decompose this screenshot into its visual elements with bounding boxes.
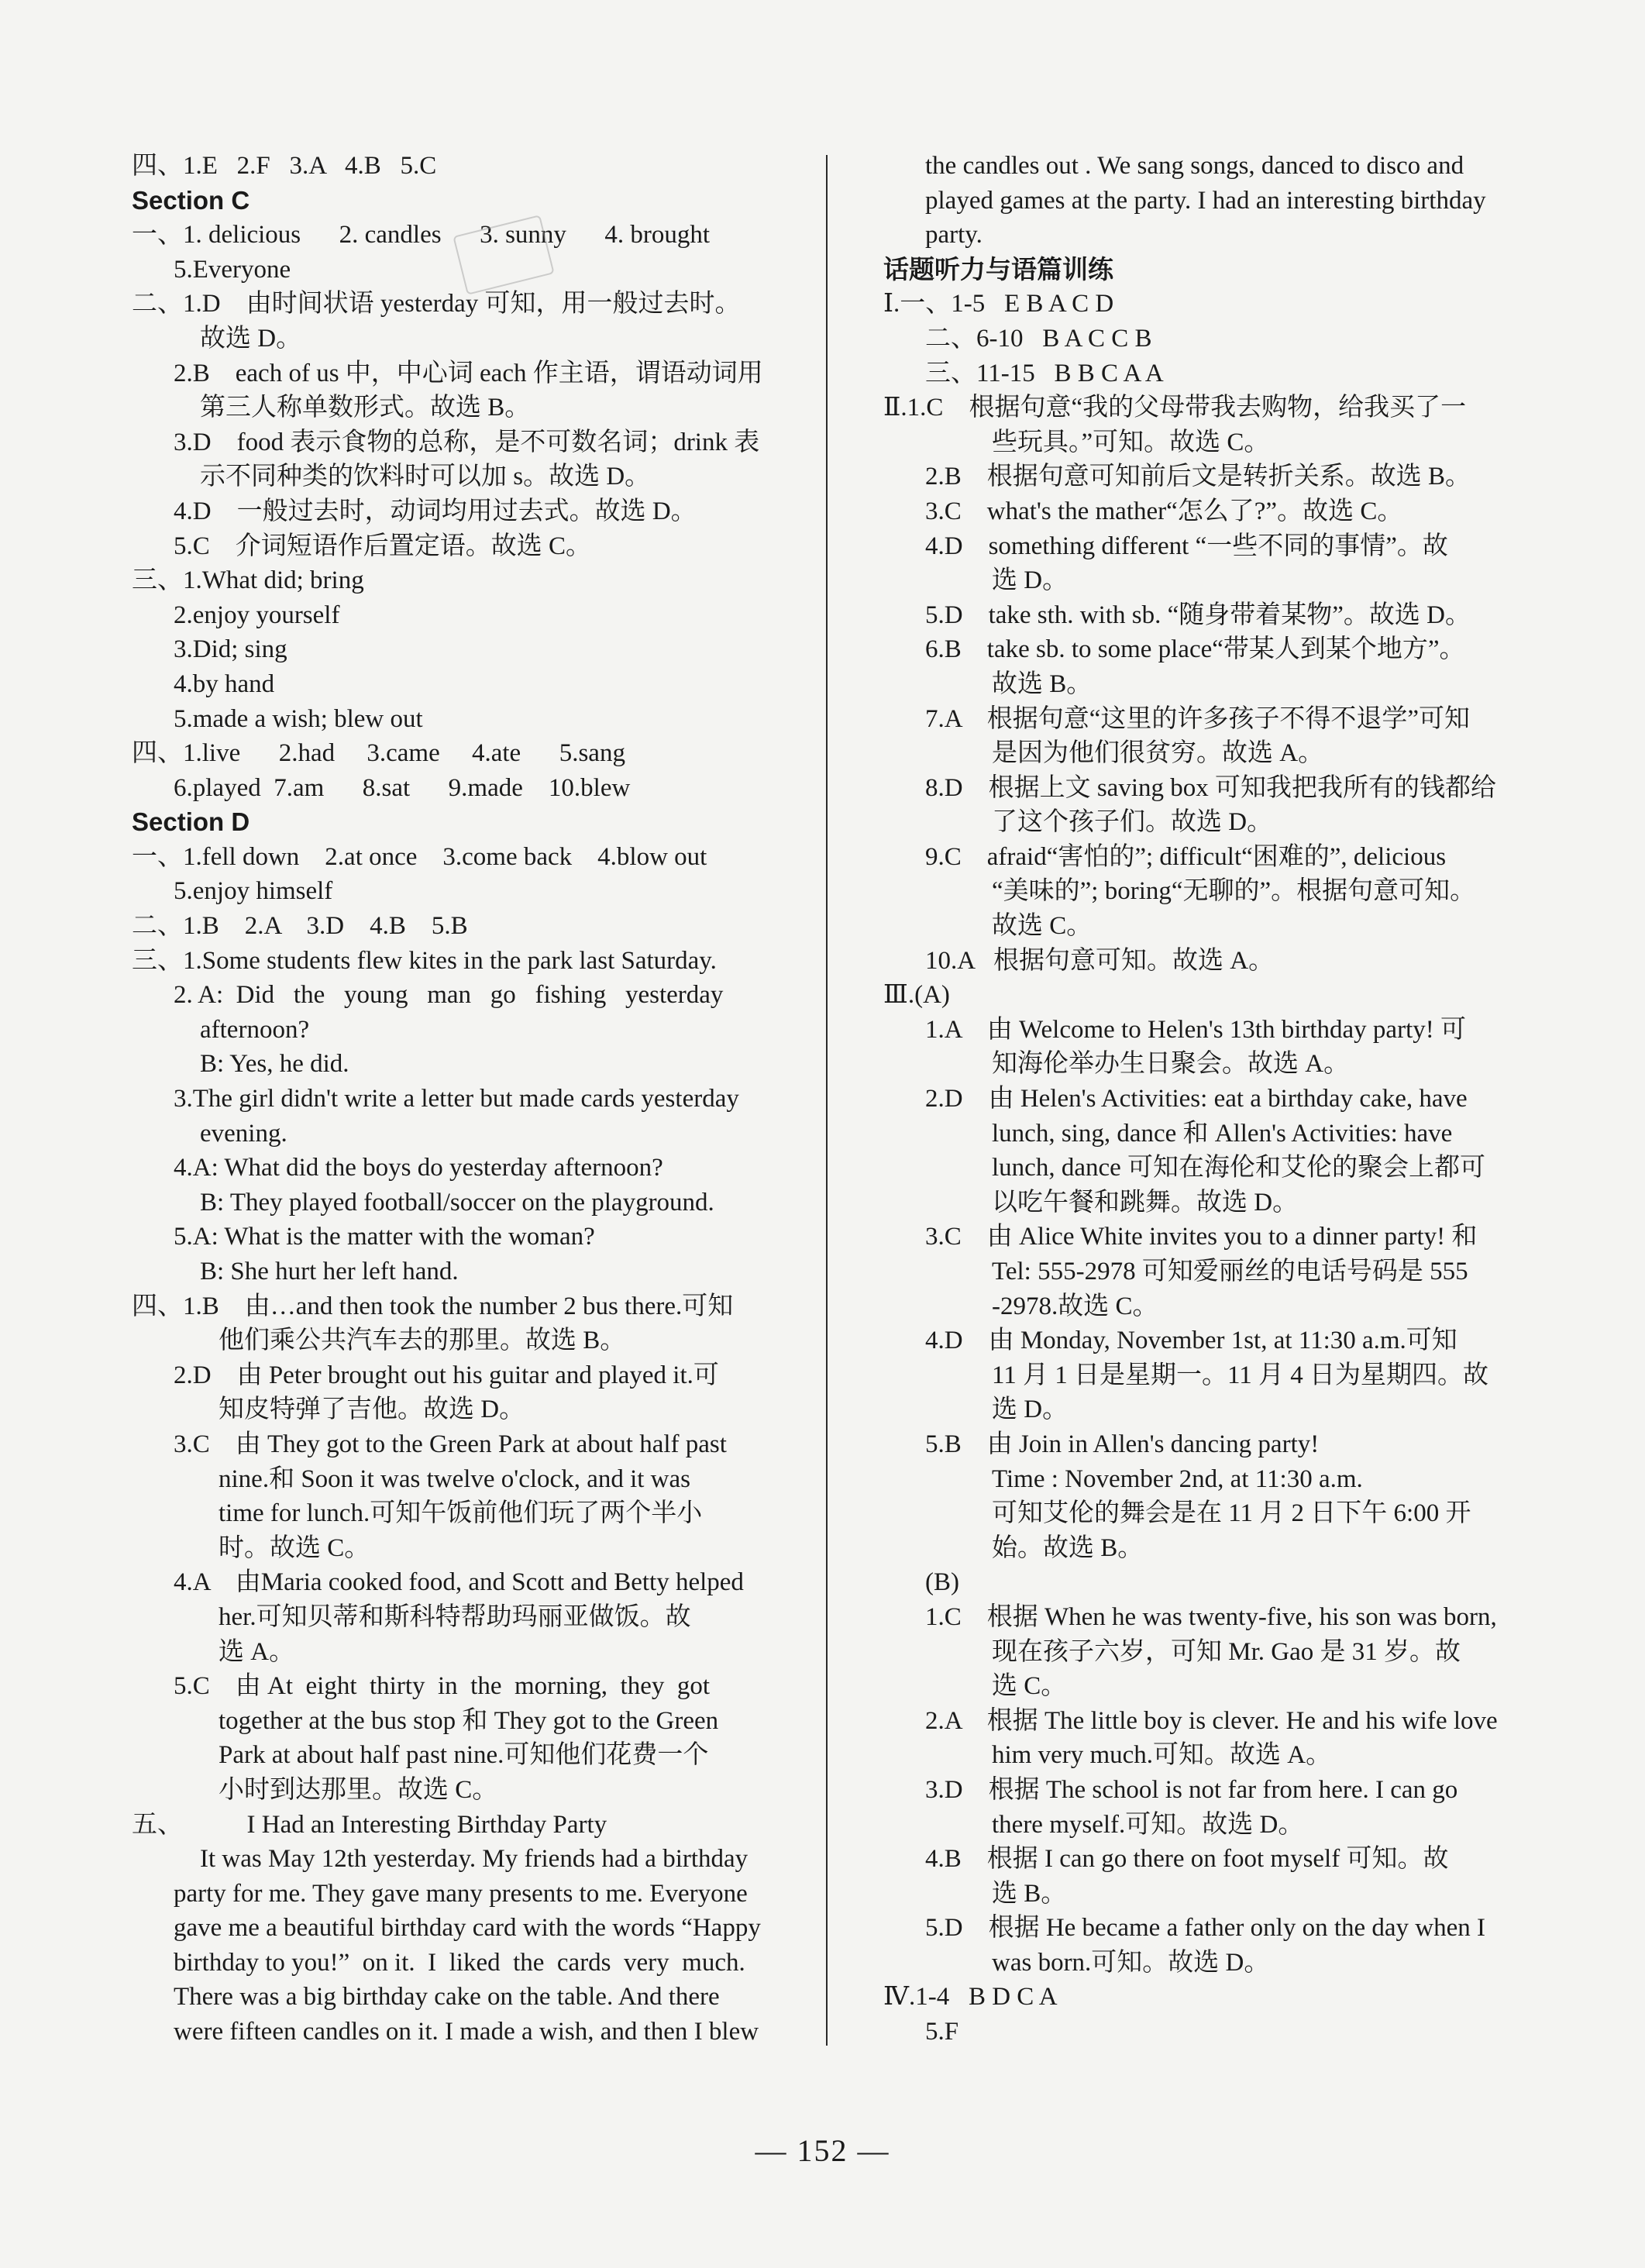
text-line: 5.C 由 At eight thirty in the morning, they got	[174, 1672, 711, 1701]
text-line: her.可知贝蒂和斯科特帮助玛丽亚做饭。故	[219, 1602, 691, 1631]
text-line: 三、11-15 B B C A A	[925, 359, 1164, 387]
text-line: 5.B 由 Join in Allen's dancing party!	[925, 1430, 1320, 1458]
text-line: 二、6-10 B A C C B	[925, 324, 1152, 353]
text-line: 4.D 由 Monday, November 1st, at 11:30 a.m.可知	[925, 1327, 1457, 1355]
text-line: 1.A 由 Welcome to Helen's 13th birthday party! 可	[925, 1015, 1466, 1044]
column-divider	[826, 155, 828, 2046]
text-line: 3.C what's the mather“怎么了?”。故选 C。	[925, 497, 1403, 525]
text-line: were fifteen candles on it. I made a wish, and then I blew	[174, 2018, 759, 2046]
text-line: “美味的”; boring“无聊的”。根据句意可知。	[992, 877, 1476, 906]
text-line: 2.A 根据 The little boy is clever. He and his wife love	[925, 1706, 1498, 1735]
text-line: 一、1. delicious 2. candles 3. sunny 4. brought	[132, 221, 711, 250]
text-line: 5.Everyone	[174, 255, 291, 284]
text-line: Ⅳ.1-4 B D C A	[883, 1983, 1058, 2012]
text-line: time for lunch.可知午饭前他们玩了两个半小	[219, 1499, 703, 1528]
text-line: 故选 B。	[992, 669, 1093, 698]
text-line: 2.B each of us 中，中心词 each 作主语，谓语动词用	[174, 359, 763, 387]
text-line: It was May 12th yesterday. My friends had a birthday	[200, 1845, 749, 1874]
text-line: 二、1.D 由时间状语 yesterday 可知，用一般过去时。	[132, 290, 741, 318]
text-line: afternoon?	[200, 1015, 310, 1044]
text-line: 四、1.live 2.had 3.came 4.ate 5.sang	[132, 739, 625, 768]
text-line: 选 C。	[992, 1672, 1067, 1701]
text-line: lunch, dance 可知在海伦和艾伦的聚会上都可	[992, 1154, 1486, 1182]
text-line: 四、1.E 2.F 3.A 4.B 5.C	[132, 152, 437, 180]
text-line: 始。故选 B。	[992, 1533, 1144, 1562]
text-line: Ⅱ.1.C 根据句意“我的父母带我去购物，给我买了一	[883, 394, 1467, 422]
text-line: 3.C 由 They got to the Green Park at about half past	[174, 1430, 727, 1458]
text-line: 3.D 根据 The school is not far from here. I can go	[925, 1775, 1458, 1804]
text-line: 8.D 根据上文 saving box 可知我把我所有的钱都给	[925, 773, 1496, 802]
text-line: was born.可知。故选 D。	[992, 1948, 1270, 1977]
text-line: 2.enjoy yourself	[174, 601, 340, 629]
text-line: 3.D food 表示食物的总称，是不可数名词；drink 表	[174, 428, 760, 456]
text-line: 5.enjoy himself	[174, 877, 333, 906]
text-line: 5.D take sth. with sb. “随身带着某物”。故选 D。	[925, 601, 1471, 629]
text-line: 了这个孩子们。故选 D。	[992, 808, 1273, 837]
text-line: evening.	[200, 1119, 287, 1148]
text-line: Section D	[132, 807, 250, 837]
text-line: played games at the party. I had an interesting birthday	[925, 186, 1486, 215]
text-line: 第三人称单数形式。故选 B。	[200, 394, 531, 422]
text-line: 1.C 根据 When he was twenty-five, his son was born,	[925, 1602, 1497, 1631]
text-line: him very much.可知。故选 A。	[992, 1741, 1332, 1770]
text-line: -2978.故选 C。	[992, 1292, 1158, 1320]
text-line: 9.C afraid“害怕的”; difficult“困难的”, delicious	[925, 842, 1447, 871]
text-line: 3.Did; sing	[174, 635, 287, 664]
text-line: party.	[925, 221, 983, 250]
text-line: nine.和 Soon it was twelve o'clock, and it was	[219, 1464, 691, 1493]
text-line: 11 月 1 日是星期一。11 月 4 日为星期四。故	[992, 1361, 1489, 1389]
text-line: 4.D 一般过去时，动词均用过去式。故选 D。	[174, 497, 697, 525]
text-line: 3.C 由 Alice White invites you to a dinner party! 和	[925, 1223, 1478, 1251]
text-line: 4.by hand	[174, 669, 275, 698]
text-line: 4.A: What did the boys do yesterday afternoon?	[174, 1154, 663, 1182]
text-line: together at the bus stop 和 They got to the Green	[219, 1706, 719, 1735]
text-line: 5.C 介词短语作后置定语。故选 C。	[174, 532, 592, 560]
text-line: 选 D。	[992, 566, 1069, 595]
text-line: 五、 I Had an Interesting Birthday Party	[132, 1810, 607, 1839]
text-line: 4.A 由Maria cooked food, and Scott and Betty helped	[174, 1568, 744, 1597]
text-line: 以吃午餐和跳舞。故选 D。	[992, 1188, 1299, 1217]
text-line: 三、1.Some students flew kites in the park last Saturday.	[132, 946, 717, 975]
text-line: Section C	[132, 185, 250, 215]
text-line: 2.B 根据句意可知前后文是转折关系。故选 B。	[925, 463, 1471, 491]
text-line: 知海伦举办生日聚会。故选 A。	[992, 1050, 1350, 1079]
text-line: Tel: 555-2978 可知爱丽丝的电话号码是 555	[992, 1258, 1468, 1285]
text-line: 5.F	[925, 2018, 959, 2046]
text-line: 可知艾伦的舞会是在 11 月 2 日下午 6:00 开	[992, 1499, 1471, 1528]
text-line: 他们乘公共汽车去的那里。故选 B。	[219, 1327, 626, 1355]
text-line: 四、1.B 由…and then took the number 2 bus there.可知	[132, 1292, 734, 1320]
text-line: 4.D something different “一些不同的事情”。故	[925, 532, 1448, 560]
text-line: B: Yes, he did.	[200, 1050, 349, 1079]
text-line: 4.B 根据 I can go there on foot myself 可知。故	[925, 1845, 1449, 1874]
text-line: 时。故选 C。	[219, 1533, 370, 1562]
text-line: 10.A 根据句意可知。故选 A。	[925, 946, 1275, 975]
text-line: the candles out . We sang songs, danced to disco and	[925, 152, 1464, 180]
text-line: 故选 C。	[992, 912, 1093, 941]
text-line: 小时到达那里。故选 C。	[219, 1775, 498, 1804]
text-line: 2.D 由 Peter brought out his guitar and played it.可	[174, 1361, 719, 1389]
text-line: 二、1.B 2.A 3.D 4.B 5.B	[132, 912, 468, 941]
text-line: 故选 D。	[200, 324, 302, 353]
text-line: 示不同种类的饮料时可以加 s。故选 D。	[200, 463, 651, 491]
text-line: 7.A 根据句意“这里的许多孩子不得不退学”可知	[925, 704, 1471, 733]
text-line: 5.made a wish; blew out	[174, 704, 423, 733]
text-line: Ⅰ.一、1-5 E B A C D	[883, 290, 1114, 318]
text-line: Park at about half past nine.可知他们花费一个	[219, 1741, 709, 1770]
text-line: gave me a beautiful birthday card with the words “Happy	[174, 1914, 761, 1943]
text-line: 些玩具。”可知。故选 C。	[992, 428, 1270, 456]
text-line: 2.D 由 Helen's Activities: eat a birthday cake, have	[925, 1085, 1468, 1113]
text-line: 选 A。	[219, 1637, 295, 1666]
text-line: lunch, sing, dance 和 Allen's Activities: have	[992, 1119, 1453, 1148]
text-line: party for me. They gave many presents to me. Everyone	[174, 1879, 748, 1908]
text-line: 5.D 根据 He became a father only on the day when I	[925, 1914, 1486, 1943]
text-line: There was a big birthday cake on the table. And there	[174, 1983, 720, 2012]
text-line: 话题听力与语篇训练	[883, 254, 1113, 284]
text-line: B: She hurt her left hand.	[200, 1258, 459, 1285]
text-line: 三、1.What did; bring	[132, 566, 364, 595]
text-line: 6.B take sb. to some place“带某人到某个地方”。	[925, 635, 1465, 664]
right-column	[883, 149, 1503, 2049]
page-number: — 152 —	[755, 2133, 890, 2168]
text-line: 知皮特弹了吉他。故选 D。	[219, 1396, 525, 1424]
text-line: 一、1.fell down 2.at once 3.come back 4.blow out	[132, 842, 707, 871]
text-line: 现在孩子六岁，可知 Mr. Gao 是 31 岁。故	[992, 1637, 1461, 1666]
text-line: Ⅲ.(A)	[883, 981, 950, 1010]
text-line: 3.The girl didn't write a letter but made cards yesterday	[174, 1085, 739, 1113]
text-line: 5.A: What is the matter with the woman?	[174, 1223, 595, 1251]
text-line: 选 B。	[992, 1879, 1067, 1908]
text-line: Time : November 2nd, at 11:30 a.m.	[992, 1464, 1363, 1493]
text-line: 6.played 7.am 8.sat 9.made 10.blew	[174, 773, 631, 802]
text-line: B: They played football/soccer on the playground.	[200, 1188, 714, 1217]
text-line: birthday to you!” on it. I liked the cards very much.	[174, 1948, 745, 1977]
text-line: 是因为他们很贫穷。故选 A。	[992, 739, 1324, 768]
text-line: 选 D。	[992, 1396, 1069, 1424]
text-line: (B)	[925, 1568, 959, 1597]
text-line: there myself.可知。故选 D。	[992, 1810, 1304, 1839]
left-column	[132, 149, 789, 2049]
text-line: 2. A: Did the young man go fishing yesterday	[174, 981, 724, 1010]
